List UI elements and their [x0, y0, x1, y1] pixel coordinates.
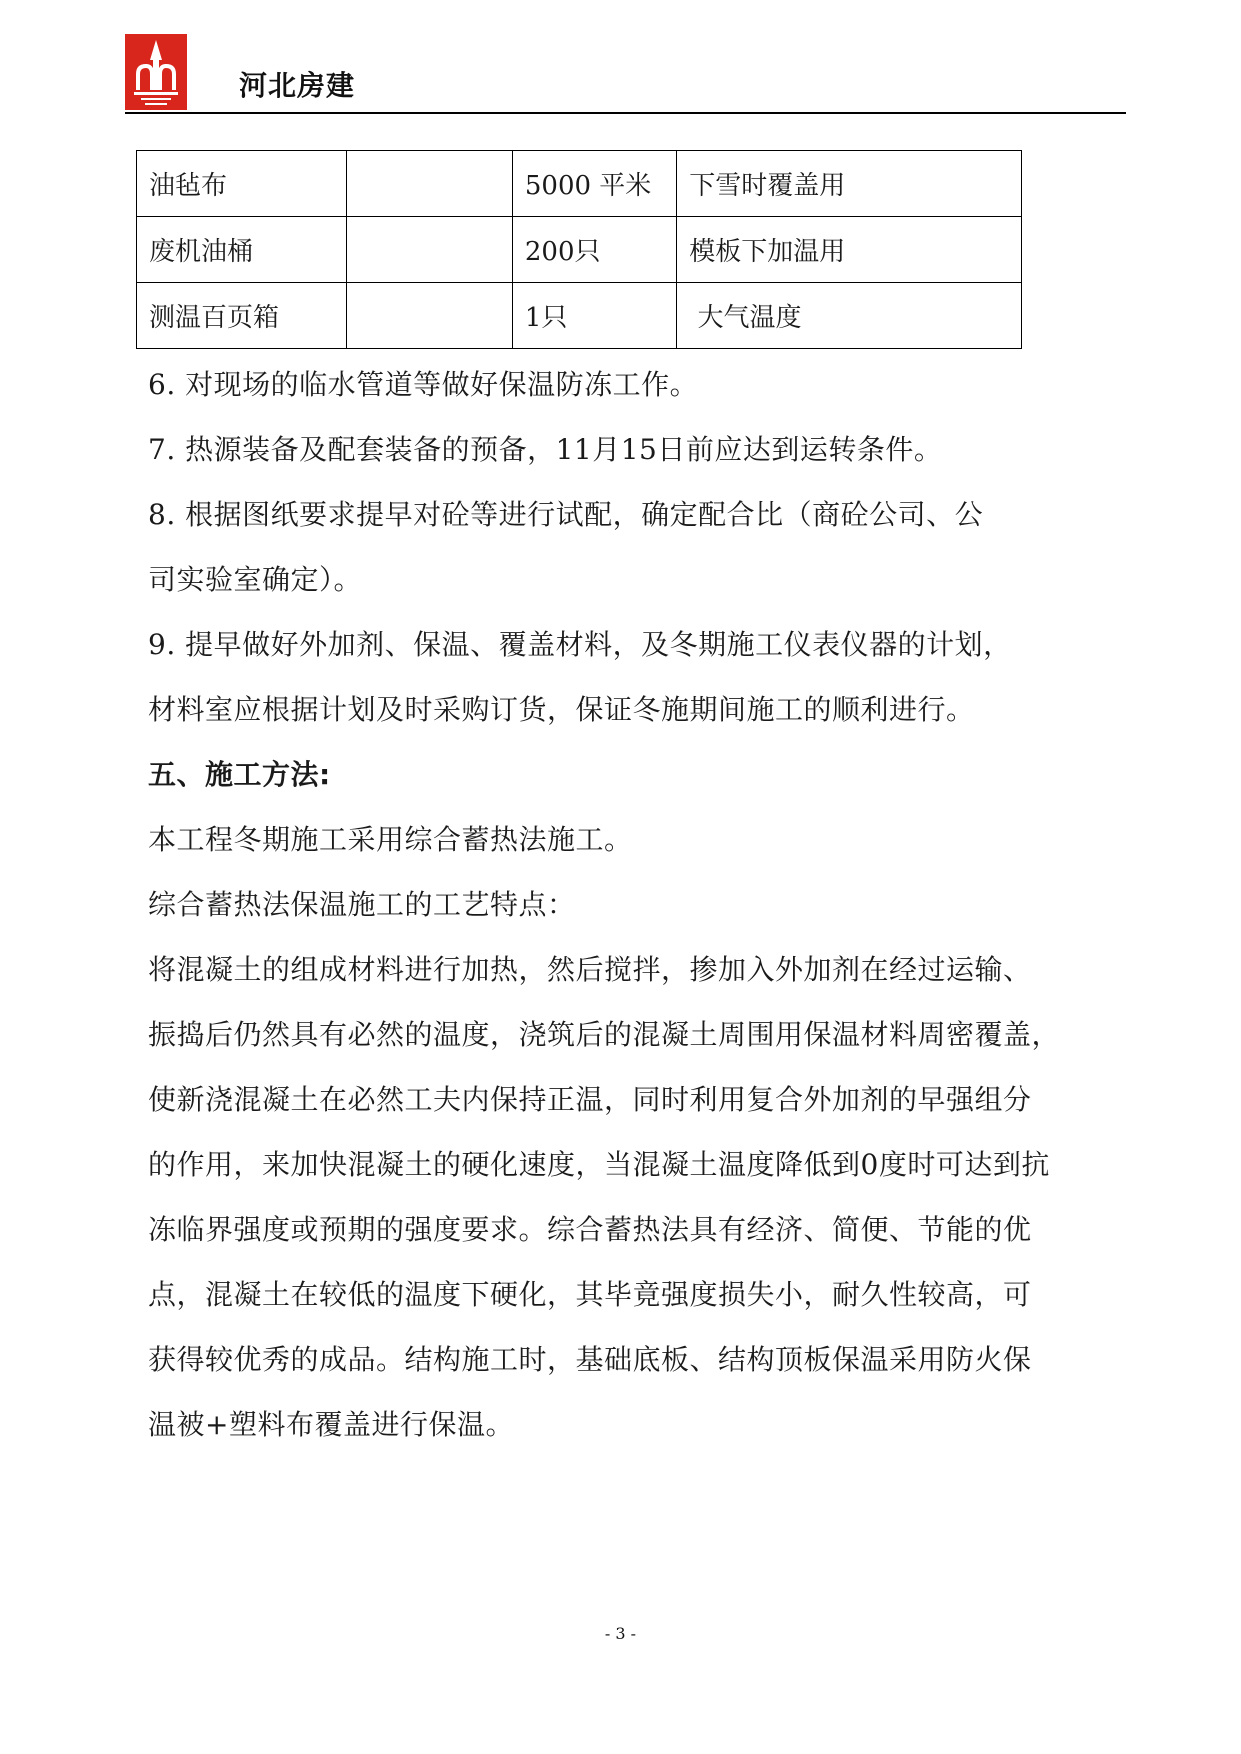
company-name: 河北房建 — [239, 69, 356, 102]
list-item-continuation: 司实验室确定）。 — [148, 563, 363, 596]
paragraph-line: 获得较优秀的成品。结构施工时，基础底板、结构顶板保温采用防火保 — [148, 1343, 1032, 1376]
table-cell: 大气温度 — [677, 283, 1022, 349]
materials-table — [136, 150, 1022, 349]
paragraph-line: 将混凝土的组成材料进行加热，然后搅拌，掺加入外加剂在经过运输、 — [148, 953, 1032, 986]
header-rule — [125, 112, 1126, 114]
list-item-continuation: 材料室应根据计划及时采购订货，保证冬施期间施工的顺利进行。 — [148, 693, 975, 726]
table-cell: 5000 平米 — [512, 151, 676, 217]
table-cell: 下雪时覆盖用 — [677, 151, 1022, 217]
paragraph-line: 使新浇混凝土在必然工夫内保持正温，同时利用复合外加剂的早强组分 — [148, 1083, 1032, 1116]
table-cell: 测温百页箱 — [137, 283, 347, 349]
page-number: - 3 - — [604, 1624, 637, 1643]
paragraph-line: 振捣后仍然具有必然的温度，浇筑后的混凝土周围用保温材料周密覆盖， — [148, 1018, 1061, 1051]
paragraph-line: 点，混凝土在较低的温度下硬化，其毕竟强度损失小，耐久性较高，可 — [148, 1278, 1032, 1311]
table-cell: 1只 — [512, 283, 676, 349]
paragraph-line: 本工程冬期施工采用综合蓄热法施工。 — [148, 823, 633, 856]
table-cell: 废机油桶 — [137, 217, 347, 283]
table-cell — [346, 151, 512, 217]
company-logo — [125, 34, 187, 110]
list-item: 9. 提早做好外加剂、保温、覆盖材料，及冬期施工仪表仪器的计划， — [148, 628, 1012, 661]
paragraph-line: 温被+塑料布覆盖进行保温。 — [148, 1408, 514, 1441]
table-row — [137, 151, 1022, 217]
paragraph-line: 的作用，来加快混凝土的硬化速度，当混凝土温度降低到0度时可达到抗 — [148, 1148, 1050, 1181]
document-body — [148, 352, 1128, 1457]
section-heading: 五、施工方法: — [148, 758, 331, 791]
table-cell — [346, 283, 512, 349]
table-cell: 200只 — [512, 217, 676, 283]
list-item: 8. 根据图纸要求提早对砼等进行试配，确定配合比（商砼公司、公 — [148, 498, 984, 531]
list-item: 6. 对现场的临水管道等做好保温防冻工作。 — [148, 368, 699, 401]
table-cell: 油毡布 — [137, 151, 347, 217]
table-cell: 模板下加温用 — [677, 217, 1022, 283]
paragraph-line: 冻临界强度或预期的强度要求。综合蓄热法具有经济、简便、节能的优 — [148, 1213, 1032, 1246]
table-row — [137, 217, 1022, 283]
table-cell — [346, 217, 512, 283]
list-item: 7. 热源装备及配套装备的预备，11月15日前应达到运转条件。 — [148, 433, 943, 466]
paragraph-line: 综合蓄热法保温施工的工艺特点： — [148, 888, 576, 921]
page-header — [125, 34, 1126, 114]
table-row — [137, 283, 1022, 349]
